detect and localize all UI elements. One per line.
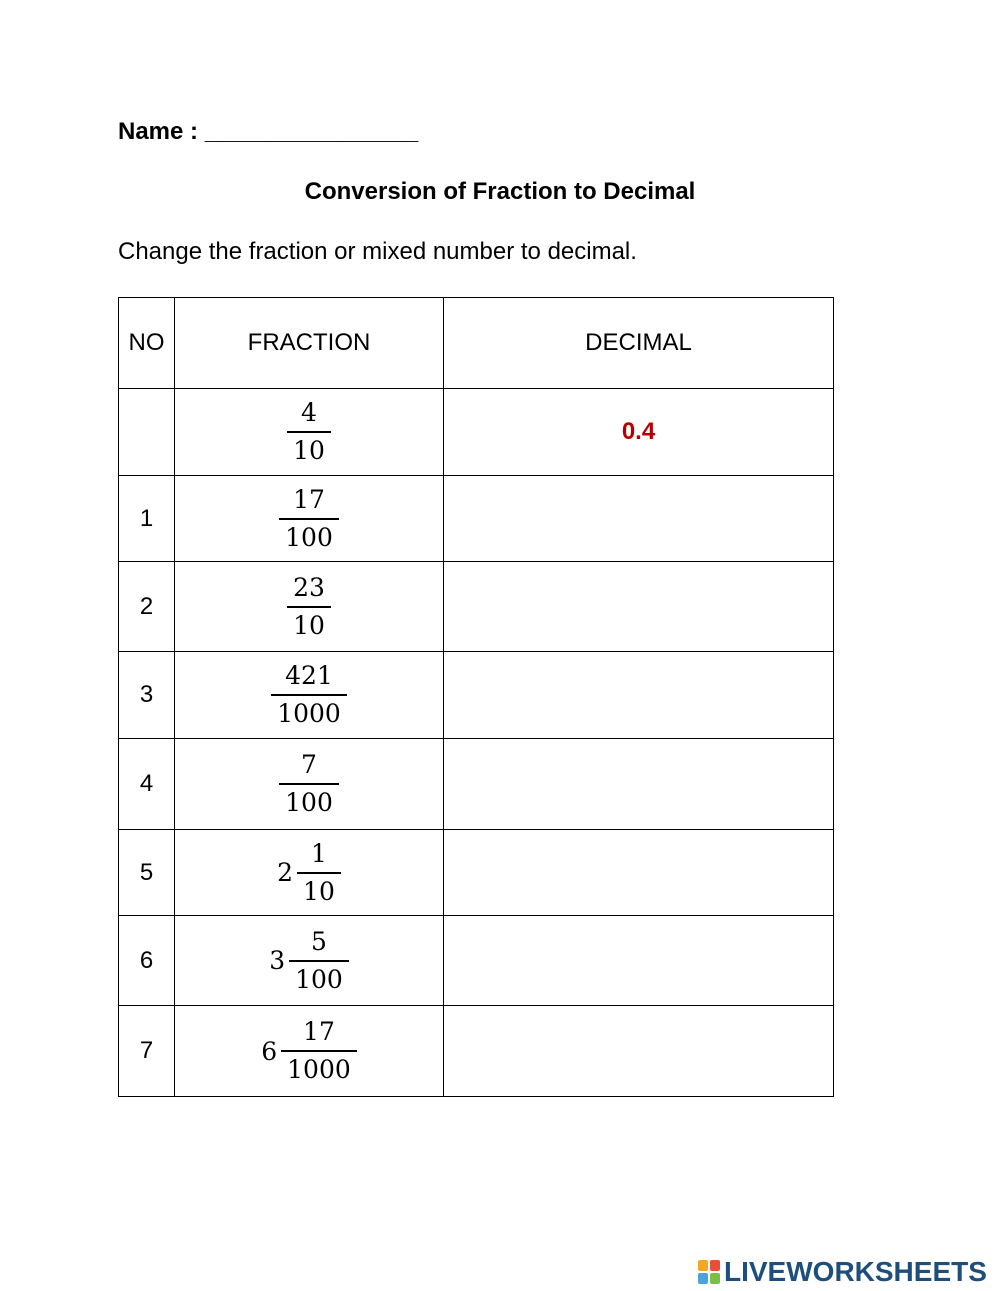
denominator: 100 <box>285 522 333 552</box>
numerator: 1 <box>311 838 327 868</box>
column-header-fraction: FRACTION <box>175 298 444 389</box>
fraction-cell <box>175 830 444 916</box>
fraction <box>287 573 331 641</box>
decimal-answer-cell[interactable] <box>444 652 834 739</box>
row-number: 4 <box>119 739 175 830</box>
denominator: 100 <box>285 788 333 817</box>
column-header-no: NO <box>119 298 175 389</box>
table-row <box>119 830 834 916</box>
table-row <box>119 476 834 562</box>
numerator: 7 <box>301 750 317 779</box>
table-row <box>119 562 834 652</box>
whole-number: 2 <box>277 858 294 887</box>
decimal-answer-cell[interactable] <box>444 739 834 830</box>
whole-number: 3 <box>269 946 286 975</box>
fraction-cell <box>175 916 444 1006</box>
row-number: 6 <box>119 916 175 1006</box>
numerator: 23 <box>293 572 325 602</box>
fraction <box>287 398 331 466</box>
fraction-cell <box>175 1006 444 1097</box>
whole-number: 6 <box>261 1036 278 1066</box>
row-number: 2 <box>119 562 175 652</box>
logo-squares-icon <box>698 1260 720 1284</box>
fraction <box>279 485 339 553</box>
numerator: 17 <box>293 484 325 514</box>
liveworksheets-logo <box>698 1256 987 1288</box>
row-number: 5 <box>119 830 175 916</box>
fraction <box>271 661 347 729</box>
numerator: 17 <box>303 1017 335 1046</box>
fraction <box>261 1017 357 1085</box>
denominator: 1000 <box>277 699 341 728</box>
row-number <box>119 389 175 476</box>
decimal-answer-cell[interactable] <box>444 476 834 562</box>
table-row <box>119 389 834 476</box>
denominator: 10 <box>293 610 325 640</box>
numerator: 5 <box>311 926 327 956</box>
logo-text: LIVEWORKSHEETS <box>724 1256 987 1287</box>
row-number: 1 <box>119 476 175 562</box>
table-row <box>119 652 834 739</box>
fraction <box>277 839 341 907</box>
table-row <box>119 916 834 1006</box>
denominator: 1000 <box>287 1055 351 1084</box>
decimal-answer-cell[interactable] <box>444 830 834 916</box>
name-field-label: Name : ________________ <box>118 118 419 145</box>
fraction-cell <box>175 476 444 562</box>
decimal-answer-cell[interactable] <box>444 562 834 652</box>
table-header-row <box>119 298 834 389</box>
denominator: 10 <box>293 436 325 465</box>
column-header-decimal: DECIMAL <box>444 298 834 389</box>
fraction-cell <box>175 739 444 830</box>
table-row <box>119 1006 834 1097</box>
worksheet-title: Conversion of Fraction to Decimal <box>304 178 696 205</box>
table-row <box>119 739 834 830</box>
denominator: 100 <box>295 964 343 994</box>
fraction <box>269 927 349 995</box>
decimal-answer-cell[interactable] <box>444 1006 834 1097</box>
row-number: 3 <box>119 652 175 739</box>
conversion-table <box>118 297 834 1097</box>
row-number: 7 <box>119 1006 175 1097</box>
decimal-answer-cell[interactable] <box>444 916 834 1006</box>
fraction-cell <box>175 389 444 476</box>
decimal-answer: 0.4 <box>621 418 656 445</box>
numerator: 421 <box>285 661 333 690</box>
numerator: 4 <box>301 398 317 427</box>
fraction-cell <box>175 562 444 652</box>
instruction-text: Change the fraction or mixed number to decimal. <box>118 238 637 265</box>
denominator: 10 <box>303 876 335 906</box>
decimal-answer-cell[interactable] <box>444 389 834 476</box>
fraction-cell <box>175 652 444 739</box>
fraction <box>279 750 339 818</box>
